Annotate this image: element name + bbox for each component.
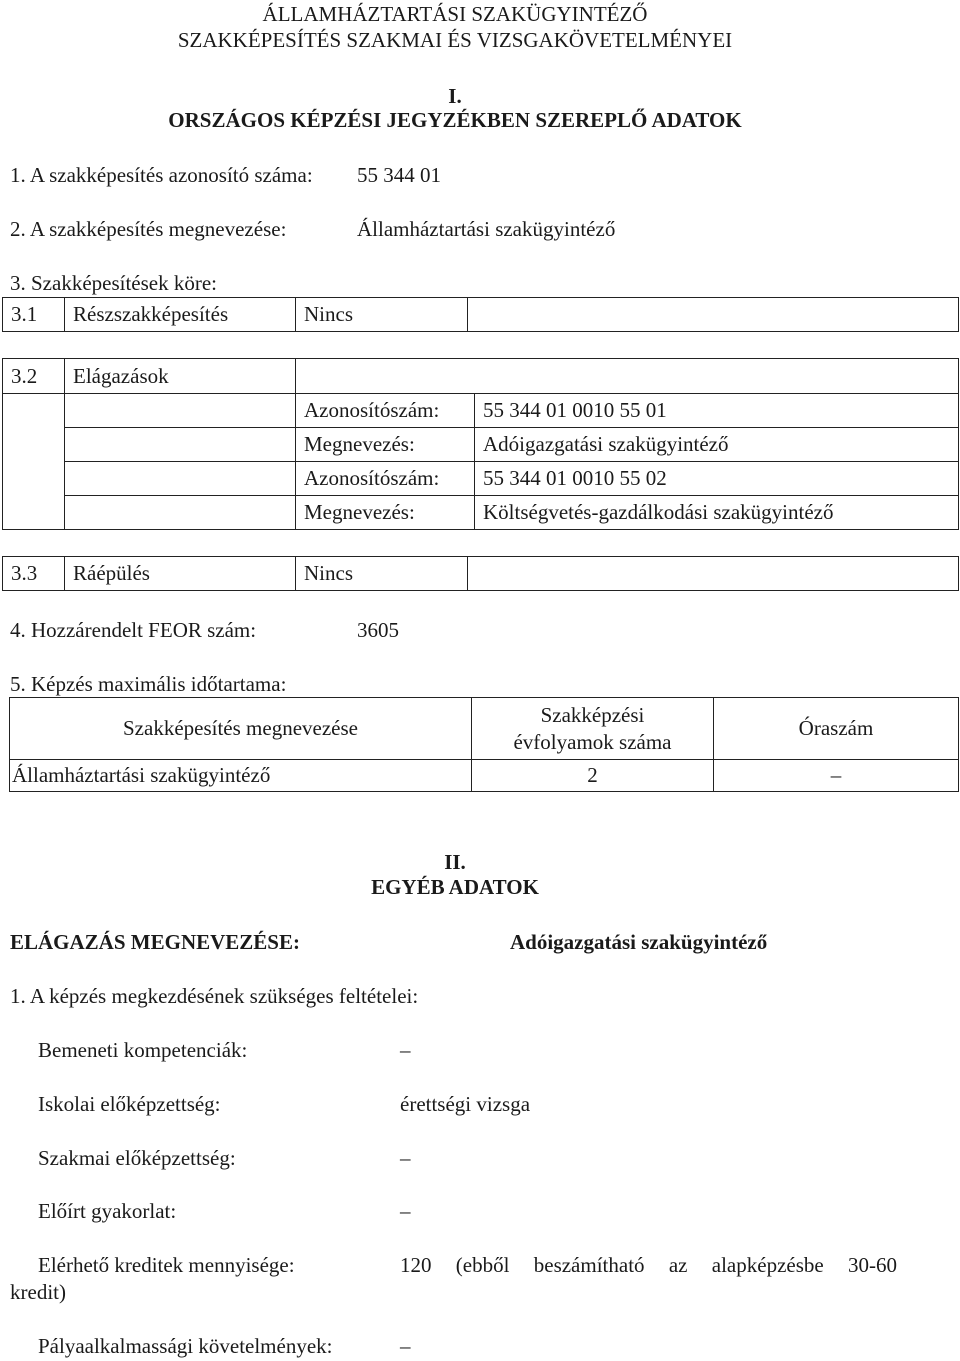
entry-value: 55 344 01 0010 55 01	[475, 394, 959, 428]
cell-qualification: Államháztartási szakügyintéző	[10, 760, 472, 792]
row-3-3-num: 3.3	[3, 557, 65, 591]
entry-key: Megnevezés:	[296, 428, 475, 462]
branch-label: ELÁGAZÁS MEGNEVEZÉSE:	[10, 930, 300, 954]
section-2-title: EGYÉB ADATOK	[371, 875, 539, 899]
row-3-1-empty	[468, 298, 959, 332]
conditions-label: 1. A képzés megkezdésének szükséges feltételei:	[10, 984, 419, 1008]
document-title-line2: SZAKKÉPESÍTÉS SZAKMAI ÉS VIZSGAKÖVETELMÉNYEI	[177, 28, 733, 52]
section-2-roman: II.	[444, 850, 466, 874]
branch-value: Adóigazgatási szakügyintéző	[510, 930, 768, 954]
entry-key: Azonosítószám:	[296, 394, 475, 428]
credits-value: 120 (ebből beszámítható az alapképzésbe 30-60	[400, 1253, 897, 1277]
aptitude-key: Pályaalkalmassági követelmények:	[38, 1334, 333, 1358]
cell-hours: –	[714, 760, 959, 792]
document-title-line1: ÁLLAMHÁZTARTÁSI SZAKÜGYINTÉZŐ	[262, 2, 648, 26]
condition-key: Iskolai előképzettség:	[38, 1092, 221, 1116]
row-3-1-num: 3.1	[3, 298, 65, 332]
row-3-2-empty	[296, 359, 959, 394]
row-3-1-value: Nincs	[296, 298, 468, 332]
entry-value: Költségvetés-gazdálkodási szakügyintéző	[475, 496, 959, 530]
entry-value: Adóigazgatási szakügyintéző	[475, 428, 959, 462]
condition-key: Előírt gyakorlat:	[38, 1199, 177, 1223]
item-4-label: 4. Hozzárendelt FEOR szám:	[10, 618, 257, 642]
entry-key: Azonosítószám:	[296, 462, 475, 496]
aptitude-value: –	[400, 1334, 411, 1358]
entry-value: 55 344 01 0010 55 02	[475, 462, 959, 496]
item-4-value: 3605	[357, 618, 399, 642]
row-3-3-empty	[468, 557, 959, 591]
row-3-3-label: Ráépülés	[65, 557, 296, 591]
cell-grades: 2	[472, 760, 714, 792]
section-1-roman: I.	[448, 84, 462, 108]
row-3-2-num: 3.2	[3, 359, 65, 394]
credits-value-wrap	[400, 1253, 897, 1278]
row-3-1-label: Részszakképesítés	[65, 298, 296, 332]
header-hours: Óraszám	[714, 698, 959, 760]
row-3-2-label: Elágazások	[65, 359, 296, 394]
item-2-label: 2. A szakképesítés megnevezése:	[10, 217, 287, 241]
item-5-label: 5. Képzés maximális időtartama:	[10, 672, 287, 696]
table-3-3	[2, 556, 959, 591]
credits-continuation: kredit)	[10, 1280, 66, 1304]
header-grades-line2: évfolyamok száma	[513, 729, 672, 754]
header-grades-line1: Szakképzési	[540, 702, 645, 727]
table-3-1	[2, 297, 959, 332]
table-3-2	[2, 358, 959, 530]
condition-value: –	[400, 1038, 411, 1062]
header-qualification-name: Szakképesítés megnevezése	[10, 698, 472, 760]
item-3-label: 3. Szakképesítések köre:	[10, 271, 218, 295]
condition-value: –	[400, 1199, 411, 1223]
item-1-label: 1. A szakképesítés azonosító száma:	[10, 163, 313, 187]
header-grades-count	[472, 698, 714, 760]
item-2-value: Államháztartási szakügyintéző	[357, 217, 616, 241]
section-1-title: ORSZÁGOS KÉPZÉSI JEGYZÉKBEN SZEREPLŐ ADATOK	[168, 108, 742, 132]
condition-key: Bemeneti kompetenciák:	[38, 1038, 248, 1062]
condition-value: –	[400, 1146, 411, 1170]
credits-key: Elérhető kreditek mennyisége:	[38, 1253, 295, 1277]
condition-value: érettségi vizsga	[400, 1092, 531, 1116]
row-3-3-value: Nincs	[296, 557, 468, 591]
item-1-value: 55 344 01	[357, 163, 441, 187]
duration-table	[9, 697, 959, 792]
entry-key: Megnevezés:	[296, 496, 475, 530]
condition-key: Szakmai előképzettség:	[38, 1146, 236, 1170]
